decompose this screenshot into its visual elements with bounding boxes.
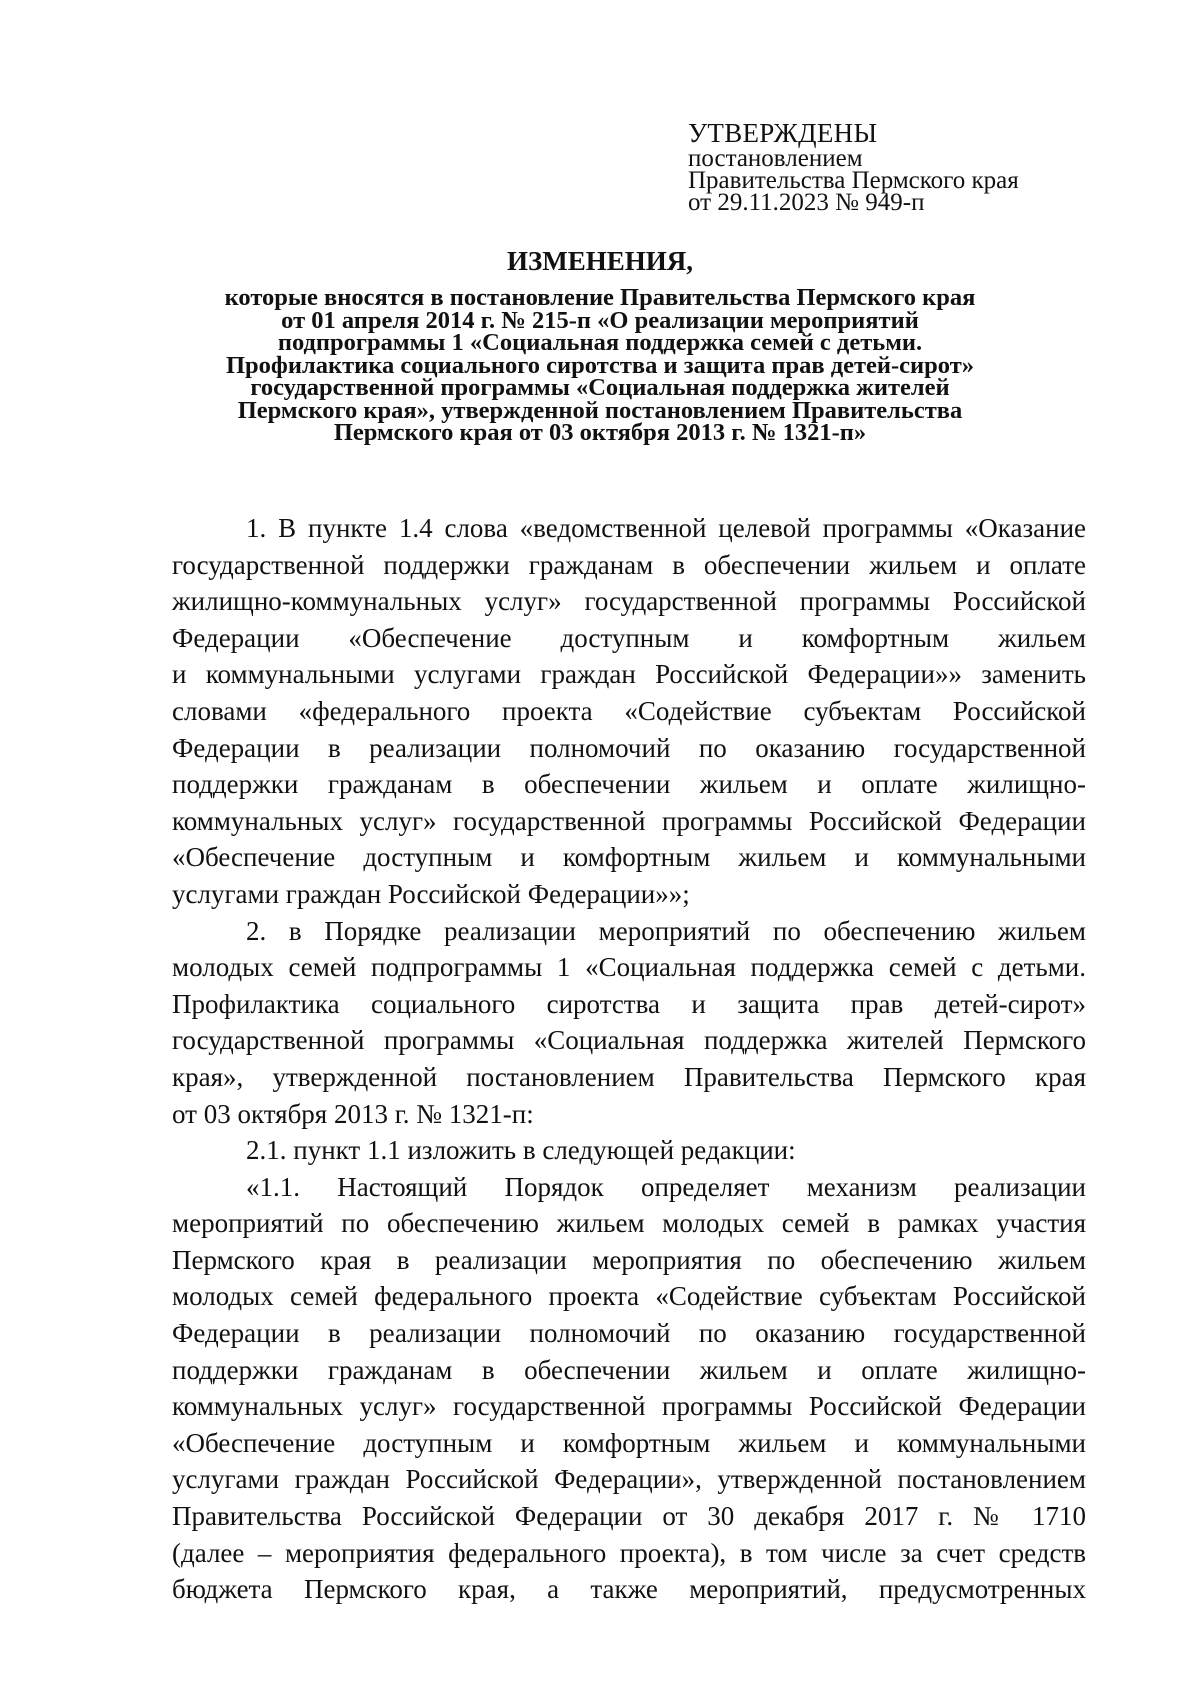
text-line: «Обеспечение доступным и комфортным жильем и коммунальными xyxy=(172,842,1086,873)
approval-line-1: постановлением xyxy=(688,145,863,172)
text-line: Федерации в реализации полномочий по оказанию государственной xyxy=(172,1318,1086,1349)
text-line: словами «федерального проекта «Содействие субъектам Российской xyxy=(172,695,1086,726)
paragraph-1 xyxy=(172,510,1086,913)
text-line: услугами граждан Российской Федерации», утвержденной постановлением xyxy=(172,1464,1086,1495)
subtitle-line: Пермского края от 03 октября 2013 г. № 1321-п» xyxy=(333,419,867,446)
text-line: «Обеспечение доступным и комфортным жильем и коммунальными xyxy=(172,1427,1086,1458)
text-line: молодых семей подпрограммы 1 «Социальная поддержка семей с детьми. xyxy=(172,952,1086,983)
paragraph-3 xyxy=(172,1132,1086,1169)
approval-stamp xyxy=(688,118,1168,214)
text-line: края», утвержденной постановлением Правительства Пермского края xyxy=(172,1061,1086,1092)
text-line: поддержки гражданам в обеспечении жильем и оплате жилищно- xyxy=(172,769,1086,800)
text-line: Профилактика социального сиротства и защита прав детей-сирот» xyxy=(172,988,1086,1019)
approval-heading: УТВЕРЖДЕНЫ xyxy=(688,118,878,148)
text-line: 2. в Порядке реализации мероприятий по обеспечению жильем xyxy=(246,915,1086,946)
approval-line-2: Правительства Пермского края xyxy=(688,167,1019,194)
paragraph-2 xyxy=(172,913,1086,1133)
subtitle-line: Пермского края», утвержденной постановлением Правительства xyxy=(237,396,963,424)
text-line: Федерации в реализации полномочий по оказанию государственной xyxy=(172,732,1086,763)
text-line: поддержки гражданам в обеспечении жильем и оплате жилищно- xyxy=(172,1354,1086,1385)
paragraph-4 xyxy=(172,1169,1086,1608)
subtitle-line: от 01 апреля 2014 г. № 215-п «О реализации мероприятий xyxy=(281,306,919,334)
text-line: бюджета Пермского края, а также мероприятий, предусмотренных xyxy=(172,1574,1086,1605)
document-body xyxy=(172,510,1086,1608)
text-line: мероприятий по обеспечению жильем молодых семей в рамках участия xyxy=(172,1208,1086,1239)
text-line: Пермского края в реализации мероприятия по обеспечению жильем xyxy=(172,1244,1086,1275)
text-line: жилищно-коммунальных услуг» государственной программы Российской xyxy=(172,586,1086,617)
text-line: «1.1. Настоящий Порядок определяет механизм реализации xyxy=(246,1171,1086,1202)
document-subtitle xyxy=(150,284,1050,446)
text-line: 2.1. пункт 1.1 изложить в следующей редакции: xyxy=(246,1135,796,1166)
text-line: молодых семей федерального проекта «Содействие субъектам Российской xyxy=(172,1281,1086,1312)
subtitle-line: которые вносятся в постановление Правительства Пермского края xyxy=(224,284,976,311)
text-line: и коммунальными услугами граждан Российской Федерации»» заменить xyxy=(172,659,1086,690)
text-line: 1. В пункте 1.4 слова «ведомственной целевой программы «Оказание xyxy=(246,513,1086,543)
text-line: Правительства Российской Федерации от 30 декабря 2017 г. № 1710 xyxy=(172,1501,1086,1532)
approval-line-3: от 29.11.2023 № 949-п xyxy=(688,189,925,216)
text-line: (далее – мероприятия федерального проекта), в том числе за счет средств xyxy=(172,1537,1086,1568)
subtitle-line: подпрограммы 1 «Социальная поддержка семей с детьми. xyxy=(277,329,923,356)
subtitle-line: государственной программы «Социальная поддержка жителей xyxy=(250,374,950,401)
subtitle-line: Профилактика социального сиротства и защита прав детей-сирот» xyxy=(225,351,975,379)
text-line: коммунальных услуг» государственной программы Российской Федерации xyxy=(172,805,1086,836)
document-title: ИЗМЕНЕНИЯ, xyxy=(506,246,693,276)
text-line: государственной поддержки гражданам в обеспечении жильем и оплате xyxy=(172,549,1086,580)
text-line: от 03 октября 2013 г. № 1321-п: xyxy=(172,1098,534,1129)
text-line: государственной программы «Социальная поддержка жителей Пермского xyxy=(172,1025,1086,1056)
text-line: коммунальных услуг» государственной программы Российской Федерации xyxy=(172,1391,1086,1422)
text-line: Федерации «Обеспечение доступным и комфортным жильем xyxy=(172,622,1086,653)
text-line: услугами граждан Российской Федерации»»; xyxy=(172,878,690,909)
